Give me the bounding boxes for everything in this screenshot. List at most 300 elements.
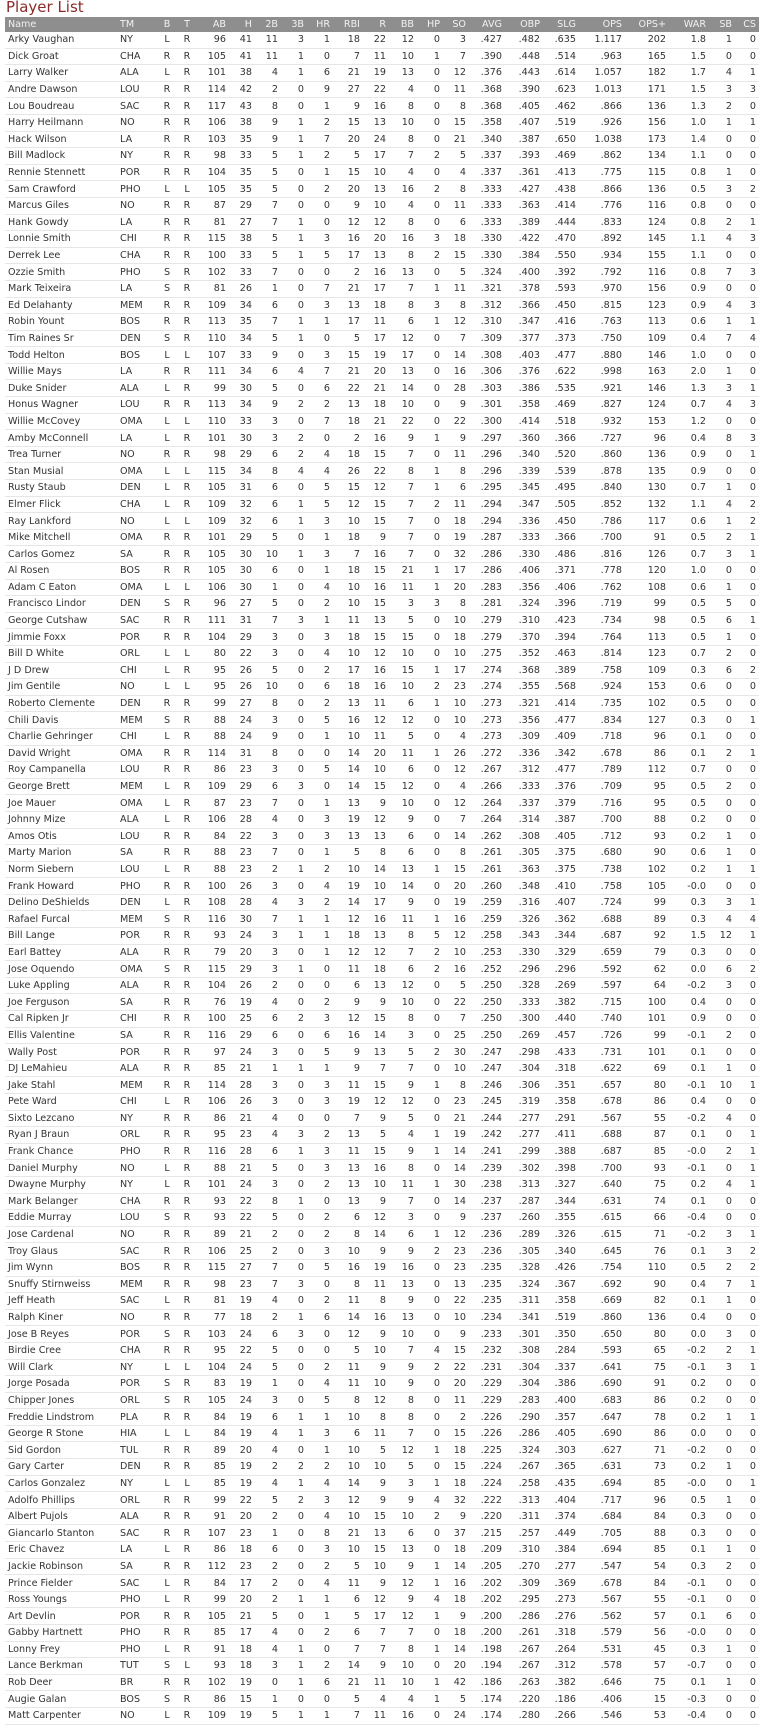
table-row[interactable] bbox=[5, 1359, 759, 1376]
player-name-cell[interactable]: Ross Youngs bbox=[5, 1591, 117, 1608]
player-name-cell[interactable]: Luke Appling bbox=[5, 977, 117, 994]
table-row[interactable] bbox=[5, 380, 759, 397]
player-name-cell[interactable]: DJ LeMahieu bbox=[5, 1060, 117, 1077]
player-name-cell[interactable]: Frank Chance bbox=[5, 1143, 117, 1160]
player-name-cell[interactable]: Mike Mitchell bbox=[5, 529, 117, 546]
table-row[interactable] bbox=[5, 264, 759, 281]
stat-cell-2b: 9 bbox=[255, 397, 281, 414]
player-name-cell[interactable]: Charlie Gehringer bbox=[5, 728, 117, 745]
stat-cell-2b: 10 bbox=[255, 679, 281, 696]
player-name-cell[interactable]: Rob Deer bbox=[5, 1674, 117, 1691]
table-row[interactable] bbox=[5, 1625, 759, 1642]
table-row[interactable] bbox=[5, 612, 759, 629]
player-name-cell[interactable]: Frank Howard bbox=[5, 878, 117, 895]
player-name-cell[interactable]: Eddie Murray bbox=[5, 1210, 117, 1227]
table-row[interactable] bbox=[5, 994, 759, 1011]
stat-cell-hp: 0 bbox=[417, 845, 443, 862]
table-row[interactable] bbox=[5, 679, 759, 696]
player-name-cell[interactable]: Jose Cardenal bbox=[5, 1226, 117, 1243]
player-name-cell[interactable]: Dwayne Murphy bbox=[5, 1176, 117, 1193]
player-name-cell[interactable]: Sixto Lezcano bbox=[5, 1110, 117, 1127]
stat-cell-b: R bbox=[157, 131, 177, 148]
player-name-cell[interactable]: Bill Madlock bbox=[5, 148, 117, 165]
stat-cell-hr: 2 bbox=[307, 596, 333, 613]
table-row[interactable] bbox=[5, 928, 759, 945]
player-name-cell[interactable]: Rennie Stennett bbox=[5, 164, 117, 181]
table-row[interactable] bbox=[5, 446, 759, 463]
table-row[interactable] bbox=[5, 911, 759, 928]
table-row[interactable] bbox=[5, 977, 759, 994]
table-row[interactable] bbox=[5, 397, 759, 414]
table-row[interactable] bbox=[5, 413, 759, 430]
table-row[interactable] bbox=[5, 1342, 759, 1359]
column-header-opsplus[interactable]: OPS+ bbox=[638, 19, 666, 30]
stat-cell-obp: .269 bbox=[505, 1027, 543, 1044]
stat-cell-ops: .562 bbox=[579, 1608, 625, 1625]
table-row[interactable] bbox=[5, 314, 759, 331]
table-row[interactable] bbox=[5, 164, 759, 181]
table-row[interactable] bbox=[5, 645, 759, 662]
player-name-cell[interactable]: Tim Raines Sr bbox=[5, 330, 117, 347]
stat-cell-hp: 0 bbox=[417, 1707, 443, 1724]
player-name-cell[interactable]: Daniel Murphy bbox=[5, 1160, 117, 1177]
player-name-cell[interactable]: Willie McCovey bbox=[5, 413, 117, 430]
table-row[interactable] bbox=[5, 1542, 759, 1559]
stat-cell-3b: 0 bbox=[281, 1575, 307, 1592]
player-name-cell[interactable]: Mark Teixeira bbox=[5, 280, 117, 297]
stat-cell-ab: 89 bbox=[197, 1442, 229, 1459]
table-row[interactable] bbox=[5, 65, 759, 82]
table-row[interactable] bbox=[5, 1276, 759, 1293]
player-name-cell[interactable]: Roy Campanella bbox=[5, 762, 117, 779]
table-row[interactable] bbox=[5, 563, 759, 580]
table-row[interactable] bbox=[5, 1259, 759, 1276]
column-header-so[interactable]: SO bbox=[452, 19, 466, 30]
player-name-cell[interactable]: Robin Yount bbox=[5, 314, 117, 331]
player-name-cell[interactable]: Derrek Lee bbox=[5, 247, 117, 264]
stat-cell-ab: 113 bbox=[197, 397, 229, 414]
stat-cell-slg: .366 bbox=[543, 529, 579, 546]
table-row[interactable] bbox=[5, 1027, 759, 1044]
stat-cell-bb: 21 bbox=[389, 563, 417, 580]
column-header-bb[interactable]: BB bbox=[400, 19, 414, 30]
stat-cell-avg: .205 bbox=[469, 1558, 505, 1575]
stat-cell-h: 26 bbox=[229, 280, 255, 297]
player-name-cell[interactable]: Lance Berkman bbox=[5, 1658, 117, 1675]
stat-cell-hr: 3 bbox=[307, 513, 333, 530]
table-row[interactable] bbox=[5, 1243, 759, 1260]
stat-cell-rbi: 18 bbox=[333, 679, 363, 696]
table-row[interactable] bbox=[5, 496, 759, 513]
player-name-cell[interactable]: Lonnie Smith bbox=[5, 231, 117, 248]
table-row[interactable] bbox=[5, 1193, 759, 1210]
table-row[interactable] bbox=[5, 845, 759, 862]
player-name-cell[interactable]: Lonny Frey bbox=[5, 1641, 117, 1658]
table-row[interactable] bbox=[5, 778, 759, 795]
player-name-cell[interactable]: Duke Snider bbox=[5, 380, 117, 397]
table-row[interactable] bbox=[5, 1558, 759, 1575]
player-name-cell[interactable]: Jose Oquendo bbox=[5, 961, 117, 978]
stat-cell-b: S bbox=[157, 1658, 177, 1675]
table-row[interactable] bbox=[5, 1077, 759, 1094]
player-name-cell[interactable]: Eric Chavez bbox=[5, 1542, 117, 1559]
table-row[interactable] bbox=[5, 98, 759, 115]
column-header-sb[interactable]: SB bbox=[719, 19, 732, 30]
stat-cell-hr: 5 bbox=[307, 247, 333, 264]
table-row[interactable] bbox=[5, 330, 759, 347]
table-row[interactable] bbox=[5, 811, 759, 828]
column-header-cs[interactable]: CS bbox=[743, 19, 756, 30]
player-name-cell[interactable]: Hank Gowdy bbox=[5, 214, 117, 231]
player-name-cell[interactable]: Jackie Robinson bbox=[5, 1558, 117, 1575]
stat-cell-2b: 4 bbox=[255, 1625, 281, 1642]
table-row[interactable] bbox=[5, 247, 759, 264]
player-name-cell[interactable]: Carlos Gonzalez bbox=[5, 1475, 117, 1492]
table-row[interactable] bbox=[5, 728, 759, 745]
stat-cell-rbi: 11 bbox=[333, 1359, 363, 1376]
table-row[interactable] bbox=[5, 1608, 759, 1625]
table-row[interactable] bbox=[5, 1309, 759, 1326]
column-header-r[interactable]: R bbox=[379, 19, 386, 30]
table-row[interactable] bbox=[5, 114, 759, 131]
player-name-cell[interactable]: Pete Ward bbox=[5, 1094, 117, 1111]
table-row[interactable] bbox=[5, 1176, 759, 1193]
stat-cell-tm: NO bbox=[117, 513, 157, 530]
stat-cell-avg: .262 bbox=[469, 828, 505, 845]
stat-cell-tm: OMA bbox=[117, 529, 157, 546]
player-name-cell[interactable]: Andre Dawson bbox=[5, 81, 117, 98]
table-row[interactable] bbox=[5, 1160, 759, 1177]
table-row[interactable] bbox=[5, 1508, 759, 1525]
table-row[interactable] bbox=[5, 1442, 759, 1459]
table-row[interactable] bbox=[5, 828, 759, 845]
column-header-h[interactable]: H bbox=[244, 19, 252, 30]
table-row[interactable] bbox=[5, 1127, 759, 1144]
player-name-cell[interactable]: Jim Gentile bbox=[5, 679, 117, 696]
player-name-cell[interactable]: David Wright bbox=[5, 745, 117, 762]
stat-cell-so: 23 bbox=[443, 1094, 469, 1111]
player-name-cell[interactable]: Adolfo Phillips bbox=[5, 1492, 117, 1509]
stat-cell-sb: 0 bbox=[709, 1044, 735, 1061]
player-name-cell[interactable]: Amos Otis bbox=[5, 828, 117, 845]
table-row[interactable] bbox=[5, 197, 759, 214]
player-name-cell[interactable]: Giancarlo Stanton bbox=[5, 1525, 117, 1542]
column-header-war[interactable]: WAR bbox=[683, 19, 706, 30]
player-name-cell[interactable]: George R Stone bbox=[5, 1425, 117, 1442]
player-name-cell[interactable]: Larry Walker bbox=[5, 65, 117, 82]
stat-cell-cs: 0 bbox=[735, 596, 759, 613]
table-row[interactable] bbox=[5, 181, 759, 198]
stat-cell-2b: 3 bbox=[255, 828, 281, 845]
table-row[interactable] bbox=[5, 579, 759, 596]
player-name-cell[interactable]: Wally Post bbox=[5, 1044, 117, 1061]
stat-cell-ops-plus: 86 bbox=[625, 745, 669, 762]
player-name-cell[interactable]: Jeff Heath bbox=[5, 1293, 117, 1310]
stat-cell-ops-plus: 136 bbox=[625, 446, 669, 463]
column-header-avg[interactable]: AVG bbox=[482, 19, 502, 30]
table-row[interactable] bbox=[5, 513, 759, 530]
player-name-cell[interactable]: Rusty Staub bbox=[5, 480, 117, 497]
table-row[interactable] bbox=[5, 1044, 759, 1061]
player-name-cell[interactable]: Dick Groat bbox=[5, 48, 117, 65]
stat-cell-obp: .328 bbox=[505, 977, 543, 994]
stat-cell-war: 0.2 bbox=[669, 861, 709, 878]
player-name-cell[interactable]: Art Devlin bbox=[5, 1608, 117, 1625]
table-row[interactable] bbox=[5, 695, 759, 712]
player-name-cell[interactable]: Chipper Jones bbox=[5, 1392, 117, 1409]
table-row[interactable] bbox=[5, 1210, 759, 1227]
table-row[interactable] bbox=[5, 1691, 759, 1708]
stat-cell-t: R bbox=[177, 1011, 197, 1028]
player-name-cell[interactable]: Jake Stahl bbox=[5, 1077, 117, 1094]
stat-cell-b: R bbox=[157, 214, 177, 231]
table-row[interactable] bbox=[5, 1011, 759, 1028]
stat-cell-avg: .259 bbox=[469, 894, 505, 911]
column-header-hp[interactable]: HP bbox=[427, 19, 440, 30]
stat-cell-tm: LA bbox=[117, 363, 157, 380]
player-name-cell[interactable]: Matt Carpenter bbox=[5, 1707, 117, 1724]
table-row[interactable] bbox=[5, 878, 759, 895]
stat-cell-war: 0.1 bbox=[669, 1193, 709, 1210]
player-name-cell[interactable]: Birdie Cree bbox=[5, 1342, 117, 1359]
stat-cell-sb: 0 bbox=[709, 1442, 735, 1459]
player-name-cell[interactable]: Augie Galan bbox=[5, 1691, 117, 1708]
table-row[interactable] bbox=[5, 629, 759, 646]
column-header-name[interactable]: Name bbox=[8, 19, 37, 30]
stat-cell-ops-plus: 88 bbox=[625, 1525, 669, 1542]
table-row[interactable] bbox=[5, 1575, 759, 1592]
stat-cell-tm: SAC bbox=[117, 1525, 157, 1542]
table-row[interactable] bbox=[5, 1376, 759, 1393]
player-name-cell[interactable]: Johnny Mize bbox=[5, 811, 117, 828]
stat-cell-2b: 5 bbox=[255, 1707, 281, 1724]
table-row[interactable] bbox=[5, 81, 759, 98]
player-name-cell[interactable]: Marcus Giles bbox=[5, 197, 117, 214]
table-row[interactable] bbox=[5, 1525, 759, 1542]
player-name-cell[interactable]: Bill Lange bbox=[5, 928, 117, 945]
player-name-cell[interactable]: George Cutshaw bbox=[5, 612, 117, 629]
player-name-cell[interactable]: Gabby Hartnett bbox=[5, 1625, 117, 1642]
player-name-cell[interactable]: Chili Davis bbox=[5, 712, 117, 729]
table-row[interactable] bbox=[5, 131, 759, 148]
table-row[interactable] bbox=[5, 1060, 759, 1077]
player-name-cell[interactable]: Mark Belanger bbox=[5, 1193, 117, 1210]
stat-cell-slg: .635 bbox=[543, 32, 579, 48]
stat-cell-ops-plus: 82 bbox=[625, 1293, 669, 1310]
player-name-cell[interactable]: Bill D White bbox=[5, 645, 117, 662]
table-row[interactable] bbox=[5, 662, 759, 679]
column-header-slg[interactable]: SLG bbox=[557, 19, 576, 30]
table-row[interactable] bbox=[5, 280, 759, 297]
table-row[interactable] bbox=[5, 463, 759, 480]
table-row[interactable] bbox=[5, 480, 759, 497]
column-header-t[interactable]: T bbox=[184, 19, 190, 30]
table-row[interactable] bbox=[5, 48, 759, 65]
stat-cell-cs: 1 bbox=[735, 861, 759, 878]
stat-cell-so: 16 bbox=[443, 363, 469, 380]
stat-cell-so: 26 bbox=[443, 745, 469, 762]
table-row[interactable] bbox=[5, 297, 759, 314]
stat-cell-bb: 15 bbox=[389, 629, 417, 646]
player-name-cell[interactable]: Gary Carter bbox=[5, 1459, 117, 1476]
table-row[interactable] bbox=[5, 762, 759, 779]
player-name-cell[interactable]: Will Clark bbox=[5, 1359, 117, 1376]
column-header-2b[interactable]: 2B bbox=[265, 19, 278, 30]
player-name-cell[interactable]: Ryan J Braun bbox=[5, 1127, 117, 1144]
player-name-cell[interactable]: Harry Heilmann bbox=[5, 114, 117, 131]
table-row[interactable] bbox=[5, 32, 759, 48]
stat-cell-bb: 10 bbox=[389, 645, 417, 662]
table-row[interactable] bbox=[5, 1475, 759, 1492]
player-name-cell[interactable]: Joe Mauer bbox=[5, 795, 117, 812]
player-name-cell[interactable]: Al Rosen bbox=[5, 563, 117, 580]
table-row[interactable] bbox=[5, 1226, 759, 1243]
stat-cell-avg: .264 bbox=[469, 795, 505, 812]
column-header-ab[interactable]: AB bbox=[212, 19, 226, 30]
stat-cell-hr: 1 bbox=[307, 1591, 333, 1608]
table-row[interactable] bbox=[5, 1641, 759, 1658]
table-row[interactable] bbox=[5, 745, 759, 762]
table-row[interactable] bbox=[5, 529, 759, 546]
stat-cell-hr: 3 bbox=[307, 297, 333, 314]
stat-cell-r: 13 bbox=[363, 181, 389, 198]
player-name-cell[interactable]: Adam C Eaton bbox=[5, 579, 117, 596]
table-row[interactable] bbox=[5, 1143, 759, 1160]
player-name-cell[interactable]: Jim Wynn bbox=[5, 1259, 117, 1276]
column-header-tm[interactable]: TM bbox=[120, 19, 135, 30]
player-name-cell[interactable]: Earl Battey bbox=[5, 944, 117, 961]
column-header-rbi[interactable]: RBI bbox=[343, 19, 360, 30]
table-row[interactable] bbox=[5, 961, 759, 978]
table-row[interactable] bbox=[5, 1591, 759, 1608]
player-name-cell[interactable]: Willie Mays bbox=[5, 363, 117, 380]
player-name-cell[interactable]: Jimmie Foxx bbox=[5, 629, 117, 646]
table-row[interactable] bbox=[5, 363, 759, 380]
table-row[interactable] bbox=[5, 1674, 759, 1691]
player-name-cell[interactable]: Joe Ferguson bbox=[5, 994, 117, 1011]
player-name-cell[interactable]: Elmer Flick bbox=[5, 496, 117, 513]
column-header-ops[interactable]: OPS bbox=[602, 19, 622, 30]
table-row[interactable] bbox=[5, 231, 759, 248]
player-name-cell[interactable]: Snuffy Stirnweiss bbox=[5, 1276, 117, 1293]
stat-cell-3b: 1 bbox=[281, 1425, 307, 1442]
player-name-cell[interactable]: Norm Siebern bbox=[5, 861, 117, 878]
player-name-cell[interactable]: Sam Crawford bbox=[5, 181, 117, 198]
table-row[interactable] bbox=[5, 1326, 759, 1343]
column-header-obp[interactable]: OBP bbox=[520, 19, 540, 30]
stat-cell-ab: 106 bbox=[197, 114, 229, 131]
table-row[interactable] bbox=[5, 546, 759, 563]
player-name-cell[interactable]: J D Drew bbox=[5, 662, 117, 679]
stat-cell-ops-plus: 56 bbox=[625, 1625, 669, 1642]
player-name-cell[interactable]: Todd Helton bbox=[5, 347, 117, 364]
column-header-b[interactable]: B bbox=[163, 19, 171, 30]
player-name-cell[interactable]: Arky Vaughan bbox=[5, 32, 117, 48]
player-name-cell[interactable]: George Brett bbox=[5, 778, 117, 795]
player-name-cell[interactable]: Jose B Reyes bbox=[5, 1326, 117, 1343]
stat-cell-tm: POR bbox=[117, 928, 157, 945]
table-row[interactable] bbox=[5, 861, 759, 878]
table-row[interactable] bbox=[5, 430, 759, 447]
player-name-cell[interactable]: Cal Ripken Jr bbox=[5, 1011, 117, 1028]
table-row[interactable] bbox=[5, 596, 759, 613]
stat-cell-b: R bbox=[157, 231, 177, 248]
column-header-3b[interactable]: 3B bbox=[291, 19, 304, 30]
stat-cell-ab: 106 bbox=[197, 1243, 229, 1260]
stat-cell-so: 5 bbox=[443, 264, 469, 281]
player-name-cell[interactable]: Rafael Furcal bbox=[5, 911, 117, 928]
player-name-cell[interactable]: Troy Glaus bbox=[5, 1243, 117, 1260]
player-name-cell[interactable]: Ozzie Smith bbox=[5, 264, 117, 281]
table-row[interactable] bbox=[5, 148, 759, 165]
stat-cell-b: R bbox=[157, 845, 177, 862]
stat-cell-h: 43 bbox=[229, 98, 255, 115]
player-name-cell[interactable]: Freddie Lindstrom bbox=[5, 1409, 117, 1426]
player-name-cell[interactable]: Amby McConnell bbox=[5, 430, 117, 447]
player-name-cell[interactable]: Hack Wilson bbox=[5, 131, 117, 148]
player-name-cell[interactable]: Albert Pujols bbox=[5, 1508, 117, 1525]
stat-cell-rbi: 20 bbox=[333, 181, 363, 198]
stat-cell-hr: 6 bbox=[307, 1674, 333, 1691]
table-row[interactable] bbox=[5, 1425, 759, 1442]
table-row[interactable] bbox=[5, 795, 759, 812]
stat-cell-slg: .411 bbox=[543, 1127, 579, 1144]
table-row[interactable] bbox=[5, 1293, 759, 1310]
player-name-cell[interactable]: Francisco Lindor bbox=[5, 596, 117, 613]
table-row[interactable] bbox=[5, 944, 759, 961]
table-row[interactable] bbox=[5, 1492, 759, 1509]
player-name-cell[interactable]: Trea Turner bbox=[5, 446, 117, 463]
stat-cell-bb: 12 bbox=[389, 977, 417, 994]
table-row[interactable] bbox=[5, 1658, 759, 1675]
player-name-cell[interactable]: Delino DeShields bbox=[5, 894, 117, 911]
stat-cell-ops: 1.038 bbox=[579, 131, 625, 148]
player-name-cell[interactable]: Lou Boudreau bbox=[5, 98, 117, 115]
table-row[interactable] bbox=[5, 1459, 759, 1476]
table-row[interactable] bbox=[5, 214, 759, 231]
table-row[interactable] bbox=[5, 1110, 759, 1127]
player-name-cell[interactable]: Ray Lankford bbox=[5, 513, 117, 530]
player-name-cell[interactable]: Ellis Valentine bbox=[5, 1027, 117, 1044]
player-name-cell[interactable]: Ed Delahanty bbox=[5, 297, 117, 314]
column-header-hr[interactable]: HR bbox=[316, 19, 330, 30]
table-row[interactable] bbox=[5, 894, 759, 911]
player-name-cell[interactable]: Ralph Kiner bbox=[5, 1309, 117, 1326]
table-row[interactable] bbox=[5, 1392, 759, 1409]
player-name-cell[interactable]: Carlos Gomez bbox=[5, 546, 117, 563]
stat-cell-3b: 0 bbox=[281, 977, 307, 994]
table-row[interactable] bbox=[5, 1707, 759, 1724]
table-row[interactable] bbox=[5, 347, 759, 364]
stat-cell-tm: NO bbox=[117, 1226, 157, 1243]
stat-cell-cs: 1 bbox=[735, 1475, 759, 1492]
player-name-cell[interactable]: Honus Wagner bbox=[5, 397, 117, 414]
player-name-cell[interactable]: Prince Fielder bbox=[5, 1575, 117, 1592]
player-name-cell[interactable]: Sid Gordon bbox=[5, 1442, 117, 1459]
player-name-cell[interactable]: Roberto Clemente bbox=[5, 695, 117, 712]
table-row[interactable] bbox=[5, 1094, 759, 1111]
table-row[interactable] bbox=[5, 712, 759, 729]
table-row[interactable] bbox=[5, 1409, 759, 1426]
player-name-cell[interactable]: Marty Marion bbox=[5, 845, 117, 862]
player-name-cell[interactable]: Jorge Posada bbox=[5, 1376, 117, 1393]
stat-cell-hp: 1 bbox=[417, 463, 443, 480]
stat-cell-cs: 0 bbox=[735, 579, 759, 596]
stat-cell-slg: .622 bbox=[543, 363, 579, 380]
stat-cell-ops: .764 bbox=[579, 629, 625, 646]
player-name-cell[interactable]: Stan Musial bbox=[5, 463, 117, 480]
stat-cell-rbi: 10 bbox=[333, 1459, 363, 1476]
